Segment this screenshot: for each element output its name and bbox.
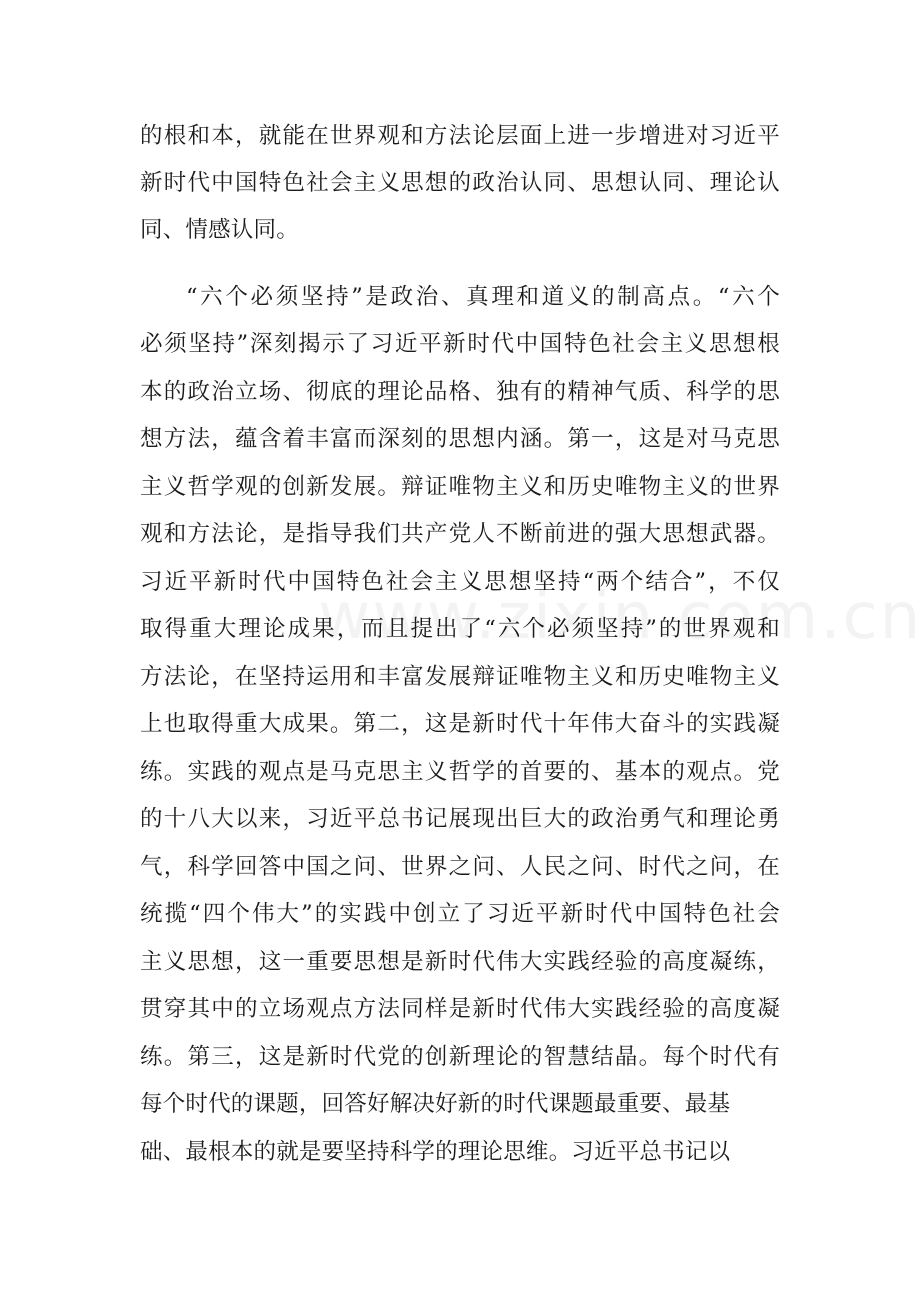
text-line: 练。实践的观点是马克思主义哲学的首要的、基本的观点。党 — [140, 759, 780, 785]
text-line: 同、情感认同。 — [140, 217, 299, 243]
text-line: “六个必须坚持”是政治、真理和道义的制高点。“六个 — [186, 284, 780, 310]
text-line: 的根和本，就能在世界观和方法论层面上进一步增进对习近平 — [140, 123, 780, 149]
text-line: 的十八大以来，习近平总书记展现出巨大的政治勇气和理论勇 — [140, 806, 780, 832]
text-line: 习近平新时代中国特色社会主义思想坚持“两个结合”，不仅 — [140, 569, 780, 595]
text-line: 贯穿其中的立场观点方法同样是新时代伟大实践经验的高度凝 — [140, 996, 780, 1022]
text-line: 必须坚持”深刻揭示了习近平新时代中国特色社会主义思想根 — [140, 331, 780, 357]
text-line: 本的政治立场、彻底的理论品格、独有的精神气质、科学的思 — [140, 379, 780, 405]
text-line: 想方法，蕴含着丰富而深刻的思想内涵。第一，这是对马克思 — [140, 426, 780, 452]
text-line: 取得重大理论成果，而且提出了“六个必须坚持”的世界观和 — [140, 616, 780, 642]
text-line: 主义思想，这一重要思想是新时代伟大实践经验的高度凝练， — [140, 949, 780, 975]
text-line: 新时代中国特色社会主义思想的政治认同、思想认同、理论认 — [140, 170, 780, 196]
text-line: 方法论，在坚持运用和丰富发展辩证唯物主义和历史唯物主义 — [140, 664, 780, 690]
text-line: 上也取得重大成果。第二，这是新时代十年伟大奋斗的实践凝 — [140, 711, 780, 737]
text-line: 主义哲学观的创新发展。辩证唯物主义和历史唯物主义的世界 — [140, 474, 780, 500]
text-line: 气，科学回答中国之问、世界之问、人民之问、时代之问，在 — [140, 854, 780, 880]
text-line: 每个时代的课题，回答好解决好新的时代课题最重要、最基 — [140, 1091, 731, 1117]
text-line: 统揽“四个伟大”的实践中创立了习近平新时代中国特色社会 — [140, 901, 780, 927]
text-line: 础、最根本的就是要坚持科学的理论思维。习近平总书记以 — [140, 1139, 731, 1165]
text-line: 练。第三，这是新时代党的创新理论的智慧结晶。每个时代有 — [140, 1044, 780, 1070]
text-line: 观和方法论，是指导我们共产党人不断前进的强大思想武器。 — [140, 521, 780, 547]
